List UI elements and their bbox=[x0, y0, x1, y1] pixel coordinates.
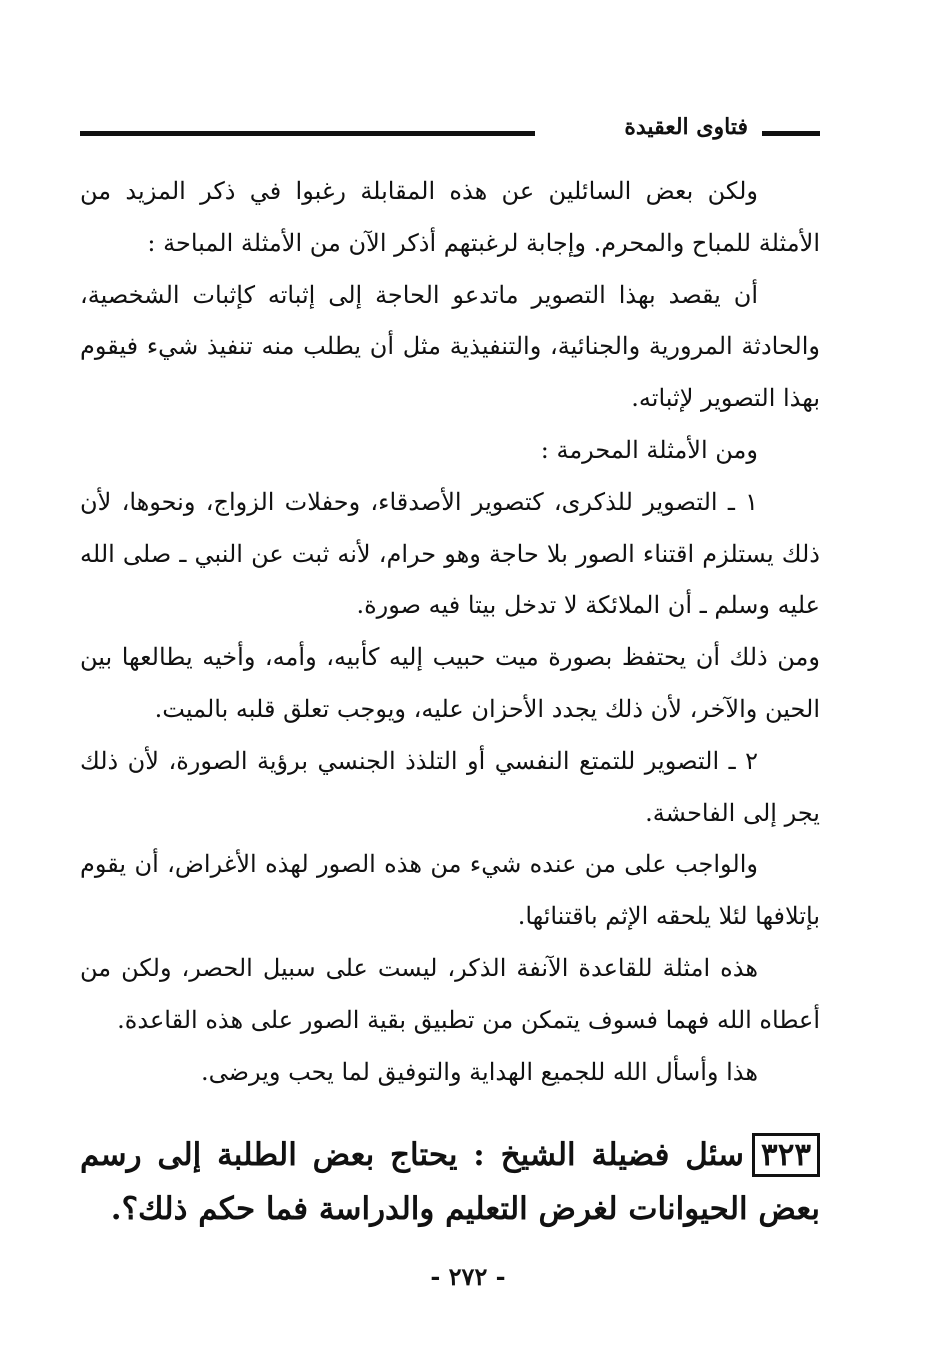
paragraph-5: ومن ذلك أن يحتفظ بصورة ميت حبيب إليه كأبيه، وأمه، وأخيه يطالعها بين الحين والآخر، لأن ذلك يجدد الأحزان عليه، ويوجب تعلق قلبه بالميت. bbox=[80, 643, 820, 723]
header-rule-short bbox=[762, 131, 820, 136]
paragraph-8: هذه امثلة للقاعدة الآنفة الذكر، ليست على سبيل الحصر، ولكن من أعطاه الله فهما فسوف يتمكن من تطبيق بقية الصور على هذه القاعدة. bbox=[80, 953, 820, 1034]
running-title: فتاوى العقيدة bbox=[624, 114, 748, 140]
paragraph-4: ١ ـ التصوير للذكرى، كتصوير الأصدقاء، وحفلات الزواج، ونحوها، لأن ذلك يستلزم اقتناء الصور بلا حاجة وهو حرام، لأنه ثبت عن النبي ـ صلى الله عليه وسلم ـ أن الملائكة لا تدخل بيتا فيه صورة. bbox=[80, 487, 820, 620]
page-header bbox=[80, 108, 820, 158]
paragraph-9: هذا وأسأل الله للجميع الهداية والتوفيق لما يحب ويرضى. bbox=[200, 1057, 758, 1086]
main-text bbox=[80, 166, 820, 1098]
paragraph-1: ولكن بعض السائلين عن هذه المقابلة رغبوا في ذكر المزيد من الأمثلة للمباح والمحرم. وإجابة لرغبتهم أذكر الآن من الأمثلة المباحة : bbox=[80, 177, 820, 257]
question-number: ٣٢٣ bbox=[752, 1133, 820, 1177]
paragraph-6: ٢ ـ التصوير للتمتع النفسي أو التلذذ الجنسي برؤية الصورة، لأن ذلك يجر إلى الفاحشة. bbox=[80, 746, 820, 827]
paragraph-3: ومن الأمثلة المحرمة : bbox=[540, 435, 758, 464]
page-number: - ٢٧٢ - bbox=[430, 1262, 506, 1291]
paragraph-7: والواجب على من عنده شيء من هذه الصور لهذه الأغراض، أن يقوم بإتلافها لئلا يلحقه الإثم باقتنائها. bbox=[80, 850, 820, 931]
question-text: سئل فضيلة الشيخ : يحتاج بعض الطلبة إلى رسم بعض الحيوانات لغرض التعليم والدراسة فما حكم ذلك؟. bbox=[80, 1137, 820, 1227]
question-block bbox=[80, 1128, 820, 1236]
header-rule-long bbox=[80, 131, 535, 136]
paragraph-2: أن يقصد بهذا التصوير ماتدعو الحاجة إلى إثباته كإثبات الشخصية، والحادثة المرورية والجنائية، والتنفيذية مثل أن يطلب منه تنفيذ شيء فيقوم بهذا التصوير لإثباته. bbox=[80, 280, 820, 413]
